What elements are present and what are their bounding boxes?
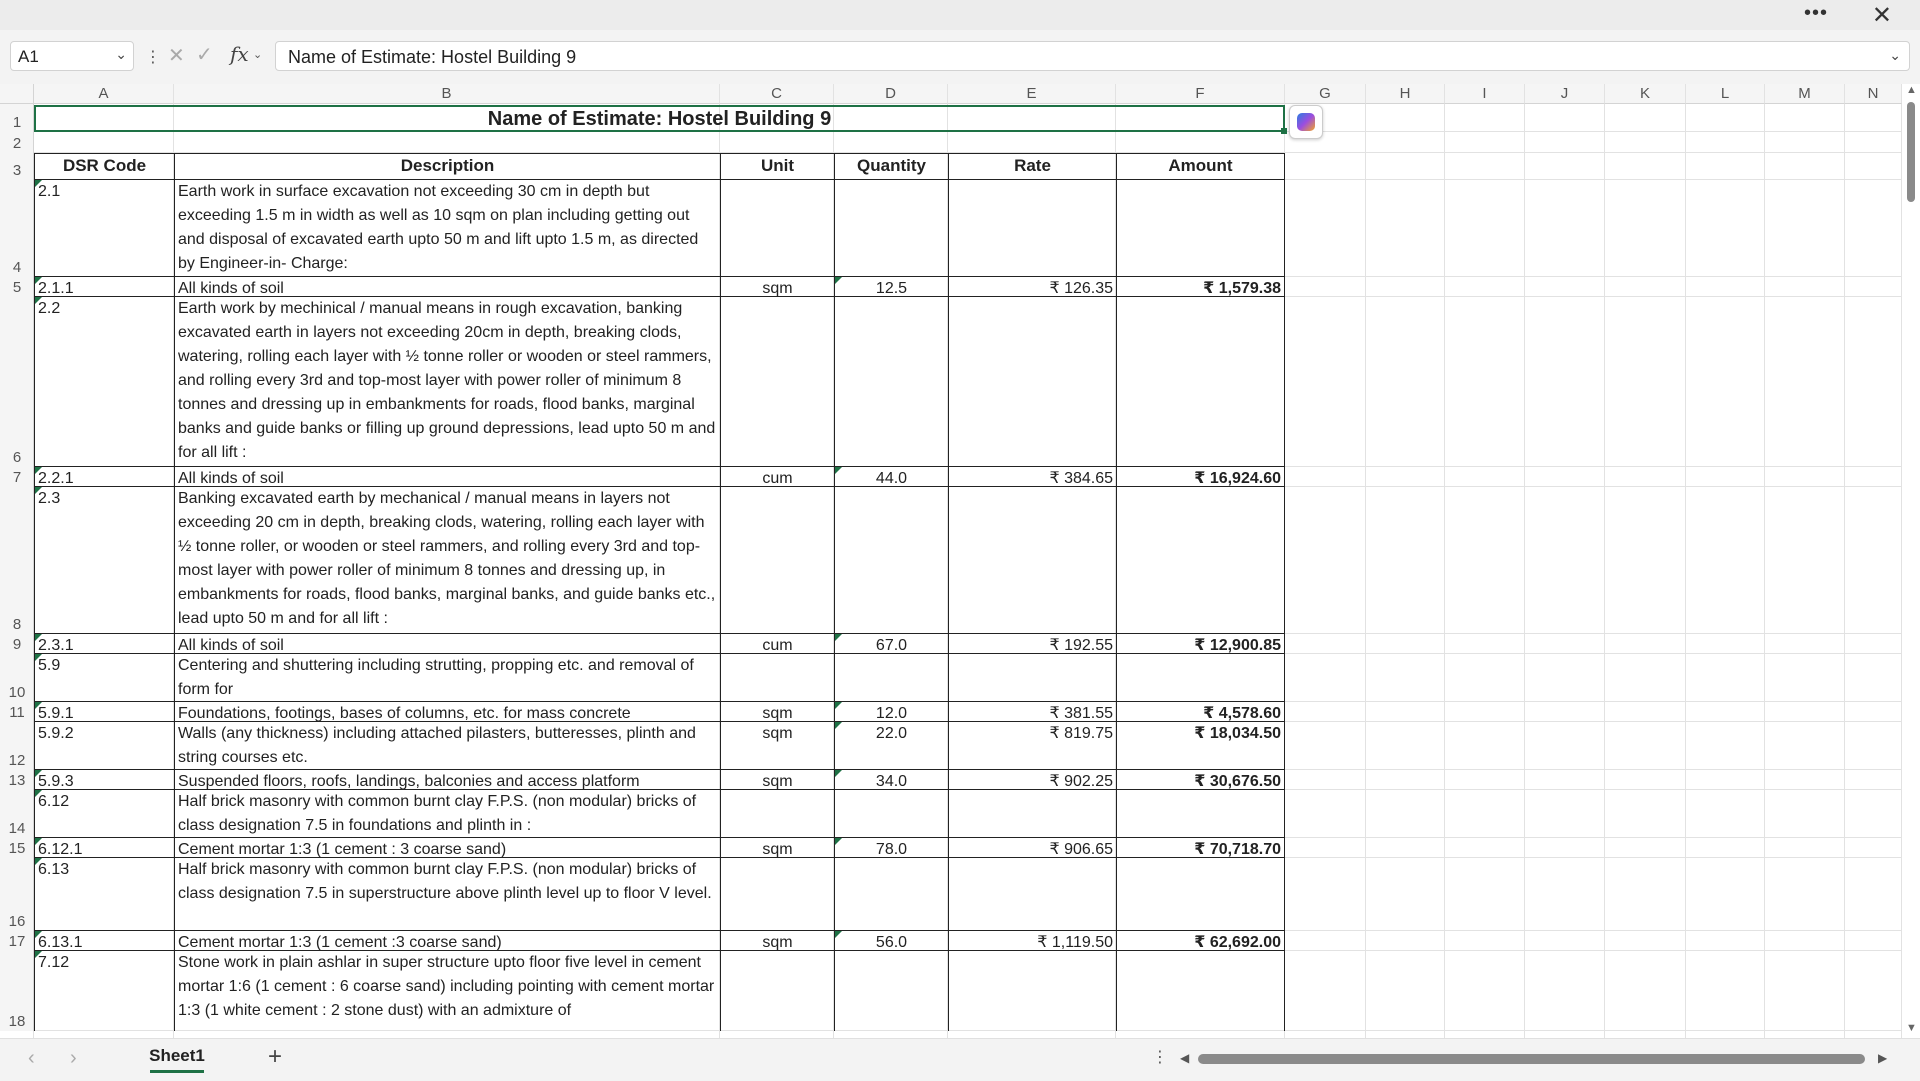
column-header-e[interactable]: E: [948, 84, 1116, 104]
chevron-left-icon[interactable]: ‹: [28, 1047, 35, 1069]
row-number: 16: [8, 913, 26, 930]
column-header-n[interactable]: N: [1845, 84, 1902, 104]
description-cell[interactable]: Foundations, footings, bases of columns, etc. for mass concrete: [174, 702, 720, 722]
amount-cell[interactable]: [1116, 487, 1285, 634]
sheet-tab-sheet1[interactable]: [142, 1039, 212, 1075]
amount-cell[interactable]: ₹ 70,718.70: [1116, 838, 1285, 858]
rate-cell[interactable]: ₹ 819.75: [948, 722, 1116, 770]
column-header-l[interactable]: L: [1686, 84, 1765, 104]
error-indicator-icon: [35, 277, 42, 284]
row-number: 10: [8, 684, 26, 701]
error-indicator-icon: [35, 180, 42, 187]
dsr-code-cell[interactable]: 2.1: [34, 180, 174, 277]
unit-cell[interactable]: sqm: [720, 277, 834, 297]
description-cell[interactable]: Suspended floors, roofs, landings, balconies and access platform: [174, 770, 720, 790]
dsr-code-cell[interactable]: 7.12: [34, 951, 174, 1031]
description-cell[interactable]: Centering and shuttering including strutting, propping etc. and removal of form for: [174, 654, 720, 702]
dsr-code-cell[interactable]: 6.13: [34, 858, 174, 931]
row-number: 2: [12, 135, 22, 152]
row-number: 3: [12, 162, 22, 179]
amount-cell[interactable]: [1116, 790, 1285, 838]
amount-cell[interactable]: ₹ 12,900.85: [1116, 634, 1285, 654]
name-box-value: A1: [18, 47, 39, 66]
cancel-icon[interactable]: ✕: [168, 45, 185, 67]
row-header-14[interactable]: [0, 790, 34, 838]
name-box[interactable]: [10, 41, 134, 71]
chevron-down-icon[interactable]: ⌄: [115, 46, 127, 62]
column-title-unit[interactable]: Unit: [720, 153, 834, 180]
formula-content: Name of Estimate: Hostel Building 9: [288, 47, 577, 67]
error-indicator-icon: [35, 634, 42, 641]
dsr-code-cell[interactable]: 5.9.1: [34, 702, 174, 722]
error-indicator-icon: [35, 297, 42, 304]
dsr-code-cell[interactable]: 2.2: [34, 297, 174, 467]
quantity-cell[interactable]: [834, 790, 948, 838]
quantity-cell[interactable]: 67.0: [834, 634, 948, 654]
row-header-8[interactable]: [0, 487, 34, 634]
unit-cell[interactable]: [720, 951, 834, 1031]
copilot-icon: [1297, 113, 1315, 131]
unit-cell[interactable]: [720, 180, 834, 277]
error-indicator-icon: [35, 931, 42, 938]
rate-cell[interactable]: [948, 654, 1116, 702]
description-cell[interactable]: All kinds of soil: [174, 277, 720, 297]
chevron-down-icon[interactable]: ⌄: [253, 49, 263, 61]
error-indicator-icon: [835, 277, 842, 284]
formula-bar: [0, 30, 1920, 85]
row-number: 15: [8, 840, 26, 857]
column-header-i[interactable]: I: [1445, 84, 1525, 104]
rate-cell[interactable]: ₹ 381.55: [948, 702, 1116, 722]
row-header-15[interactable]: [0, 838, 34, 858]
quantity-cell[interactable]: 22.0: [834, 722, 948, 770]
column-header-b[interactable]: B: [174, 84, 720, 104]
scroll-down-icon[interactable]: ▼: [1906, 1022, 1917, 1034]
horizontal-scroll-thumb[interactable]: [1198, 1054, 1865, 1064]
dsr-code-cell[interactable]: 5.9.2: [34, 722, 174, 770]
rate-cell[interactable]: [948, 790, 1116, 838]
row-header-1[interactable]: [0, 104, 34, 132]
scroll-right-icon[interactable]: ▶: [1878, 1051, 1888, 1065]
amount-cell[interactable]: [1116, 951, 1285, 1031]
gridline-vertical: [1444, 104, 1445, 1038]
window-title-bar: [0, 0, 1920, 30]
column-header-d[interactable]: D: [834, 84, 948, 104]
more-vertical-icon[interactable]: ⋮: [1152, 1049, 1168, 1066]
error-indicator-icon: [35, 951, 42, 958]
error-indicator-icon: [835, 770, 842, 777]
worksheet-grid[interactable]: [0, 84, 1920, 1038]
description-cell[interactable]: Half brick masonry with common burnt clay F.P.S. (non modular) bricks of class designation 7.5 in foundations and plinth in :: [174, 790, 720, 838]
quantity-cell[interactable]: 12.5: [834, 277, 948, 297]
unit-cell[interactable]: [720, 297, 834, 467]
error-indicator-icon: [35, 702, 42, 709]
copilot-button[interactable]: [1289, 105, 1323, 139]
row-number: 18: [8, 1013, 26, 1030]
row-number: 17: [8, 933, 26, 950]
column-title-rate[interactable]: Rate: [948, 153, 1116, 180]
amount-cell[interactable]: [1116, 654, 1285, 702]
row-header-10[interactable]: [0, 654, 34, 702]
gridline-vertical: [1764, 104, 1765, 1038]
add-sheet-button[interactable]: +: [268, 1043, 283, 1070]
amount-cell[interactable]: [1116, 180, 1285, 277]
row-header-12[interactable]: [0, 722, 34, 770]
row-header-5[interactable]: [0, 277, 34, 297]
gridline-vertical: [1524, 104, 1525, 1038]
quantity-cell[interactable]: [834, 858, 948, 931]
dsr-code-cell[interactable]: 5.9.3: [34, 770, 174, 790]
formula-input[interactable]: [275, 41, 1910, 71]
check-icon[interactable]: ✓: [196, 44, 213, 66]
row-header-6[interactable]: [0, 297, 34, 467]
unit-cell[interactable]: cum: [720, 467, 834, 487]
row-number: 7: [12, 469, 22, 486]
quantity-cell[interactable]: 12.0: [834, 702, 948, 722]
description-cell[interactable]: Cement mortar 1:3 (1 cement : 3 coarse sand): [174, 838, 720, 858]
selected-cell-outline: [34, 105, 1285, 132]
column-title-desc[interactable]: Description: [174, 153, 720, 180]
row-header-9[interactable]: [0, 634, 34, 654]
error-indicator-icon: [35, 654, 42, 661]
dsr-code-cell[interactable]: 5.9: [34, 654, 174, 702]
error-indicator-icon: [835, 931, 842, 938]
vertical-scrollbar[interactable]: [1902, 84, 1920, 1038]
row-number: 4: [12, 259, 22, 276]
unit-cell[interactable]: sqm: [720, 931, 834, 951]
rate-cell[interactable]: ₹ 1,119.50: [948, 931, 1116, 951]
description-cell[interactable]: Cement mortar 1:3 (1 cement :3 coarse sand): [174, 931, 720, 951]
dsr-code-cell[interactable]: 6.12.1: [34, 838, 174, 858]
row-number: 11: [9, 704, 25, 721]
row-number: 1: [12, 114, 22, 131]
error-indicator-icon: [835, 634, 842, 641]
row-number: 13: [8, 772, 26, 789]
column-header-h[interactable]: H: [1366, 84, 1445, 104]
dsr-code-cell[interactable]: 2.2.1: [34, 467, 174, 487]
description-cell[interactable]: All kinds of soil: [174, 467, 720, 487]
quantity-cell[interactable]: [834, 180, 948, 277]
chevron-right-icon[interactable]: ›: [70, 1047, 77, 1069]
more-options-icon[interactable]: •••: [1803, 2, 1828, 24]
column-header-a[interactable]: A: [34, 84, 174, 104]
dsr-code-cell[interactable]: 6.13.1: [34, 931, 174, 951]
error-indicator-icon: [835, 838, 842, 845]
row-number: 8: [12, 616, 22, 633]
gridline-vertical: [1685, 104, 1686, 1038]
row-header-11[interactable]: [0, 702, 34, 722]
error-indicator-icon: [35, 838, 42, 845]
rate-cell[interactable]: ₹ 906.65: [948, 838, 1116, 858]
row-number: 9: [12, 636, 22, 653]
column-header-m[interactable]: M: [1765, 84, 1845, 104]
row-number: 5: [12, 279, 22, 296]
error-indicator-icon: [35, 467, 42, 474]
gridline-vertical: [1604, 104, 1605, 1038]
row-header-13[interactable]: [0, 770, 34, 790]
quantity-cell[interactable]: [834, 297, 948, 467]
column-header-g[interactable]: G: [1285, 84, 1366, 104]
column-header-c[interactable]: C: [720, 84, 834, 104]
amount-cell[interactable]: ₹ 4,578.60: [1116, 702, 1285, 722]
description-cell[interactable]: Half brick masonry with common burnt clay F.P.S. (non modular) bricks of class designation 7.5 in superstructure above plinth level up to floor V level.: [174, 858, 720, 931]
row-header-2[interactable]: [0, 132, 34, 153]
select-all-corner[interactable]: [0, 84, 34, 104]
unit-cell[interactable]: sqm: [720, 702, 834, 722]
expand-formula-icon[interactable]: ⌄: [1889, 47, 1901, 63]
unit-cell[interactable]: [720, 487, 834, 634]
error-indicator-icon: [835, 702, 842, 709]
error-indicator-icon: [835, 467, 842, 474]
unit-cell[interactable]: [720, 790, 834, 838]
unit-cell[interactable]: sqm: [720, 770, 834, 790]
error-indicator-icon: [35, 770, 42, 777]
quantity-cell[interactable]: 44.0: [834, 467, 948, 487]
rate-cell[interactable]: [948, 858, 1116, 931]
column-title-code[interactable]: DSR Code: [34, 153, 174, 180]
dsr-code-cell[interactable]: 2.1.1: [34, 277, 174, 297]
amount-cell[interactable]: [1116, 858, 1285, 931]
quantity-cell[interactable]: 56.0: [834, 931, 948, 951]
row-header-16[interactable]: [0, 858, 34, 931]
rate-cell[interactable]: [948, 487, 1116, 634]
fill-handle[interactable]: [1281, 128, 1287, 134]
rate-cell[interactable]: ₹ 902.25: [948, 770, 1116, 790]
dsr-code-cell[interactable]: 6.12: [34, 790, 174, 838]
quantity-cell[interactable]: [834, 951, 948, 1031]
vertical-scroll-thumb[interactable]: [1907, 102, 1915, 202]
amount-cell[interactable]: [1116, 297, 1285, 467]
rate-cell[interactable]: ₹ 126.35: [948, 277, 1116, 297]
unit-cell[interactable]: sqm: [720, 722, 834, 770]
description-cell[interactable]: All kinds of soil: [174, 634, 720, 654]
rate-cell[interactable]: [948, 951, 1116, 1031]
unit-cell[interactable]: [720, 654, 834, 702]
column-header-f[interactable]: F: [1116, 84, 1285, 104]
description-cell[interactable]: Stone work in plain ashlar in super structure upto floor five level in cement mortar 1:6 (1 cement : 6 coarse sand) including pointing with cement mortar 1:3 (1 white cement : 2 stone dust) with an admixture of: [174, 951, 720, 1031]
rate-cell[interactable]: [948, 180, 1116, 277]
description-cell[interactable]: Walls (any thickness) including attached pilasters, butteresses, plinth and string courses etc.: [174, 722, 720, 770]
unit-cell[interactable]: sqm: [720, 838, 834, 858]
gridline-vertical: [1844, 104, 1845, 1038]
column-title-amount[interactable]: Amount: [1116, 153, 1285, 180]
description-cell[interactable]: Earth work by mechinical / manual means in rough excavation, banking excavated earth in layers not exceeding 20cm in depth, breaking clods, watering, rolling each layer with ½ tonne roller or wooden or steel rammers, and rolling every 3rd and top-most layer with power roller of minimum 8 tonnes and dressing up in embankments for roads, flood banks, marginal banks and guide banks or filling up ground depressions, lead upto 50 m and for all lift :: [174, 297, 720, 467]
error-indicator-icon: [35, 790, 42, 797]
row-number: 6: [12, 449, 22, 466]
row-number: 12: [8, 752, 26, 769]
column-header-j[interactable]: J: [1525, 84, 1605, 104]
rate-cell[interactable]: ₹ 192.55: [948, 634, 1116, 654]
error-indicator-icon: [35, 858, 42, 865]
dsr-code-cell[interactable]: 2.3.1: [34, 634, 174, 654]
sheet-tab-bar: [0, 1038, 1920, 1081]
amount-cell[interactable]: ₹ 1,579.38: [1116, 277, 1285, 297]
quantity-cell[interactable]: 78.0: [834, 838, 948, 858]
quantity-cell[interactable]: [834, 487, 948, 634]
row-header-17[interactable]: [0, 931, 34, 951]
amount-cell[interactable]: ₹ 18,034.50: [1116, 722, 1285, 770]
close-icon[interactable]: ✕: [1871, 2, 1892, 29]
more-vertical-icon[interactable]: ⋮: [145, 49, 161, 66]
gridline-vertical: [1365, 104, 1366, 1038]
row-header-18[interactable]: [0, 951, 34, 1031]
scroll-left-icon[interactable]: ◀: [1180, 1051, 1190, 1065]
column-title-qty[interactable]: Quantity: [834, 153, 948, 180]
unit-cell[interactable]: cum: [720, 634, 834, 654]
row-header-7[interactable]: [0, 467, 34, 487]
quantity-cell[interactable]: 34.0: [834, 770, 948, 790]
amount-cell[interactable]: ₹ 16,924.60: [1116, 467, 1285, 487]
dsr-code-cell[interactable]: 2.3: [34, 487, 174, 634]
active-tab-indicator: [150, 1070, 204, 1073]
rate-cell[interactable]: [948, 297, 1116, 467]
quantity-cell[interactable]: [834, 654, 948, 702]
insert-function-icon[interactable]: fx: [230, 42, 249, 66]
error-indicator-icon: [835, 722, 842, 729]
row-header-4[interactable]: [0, 180, 34, 277]
error-indicator-icon: [35, 487, 42, 494]
description-cell[interactable]: Earth work in surface excavation not exceeding 30 cm in depth but exceeding 1.5 m in width as well as 10 sqm on plan including getting out and disposal of excavated earth upto 50 m and lift upto 1.5 m, as directed by Engineer-in- Charge:: [174, 180, 720, 277]
row-header-3[interactable]: [0, 153, 34, 180]
sheet-tab-label: Sheet1: [149, 1046, 205, 1065]
estimate-title[interactable]: Name of Estimate: Hostel Building 9: [487, 108, 832, 130]
column-header-k[interactable]: K: [1605, 84, 1686, 104]
scroll-up-icon[interactable]: ▲: [1906, 84, 1917, 96]
rate-cell[interactable]: ₹ 384.65: [948, 467, 1116, 487]
description-cell[interactable]: Banking excavated earth by mechanical / manual means in layers not exceeding 20 cm in depth, breaking clods, watering, rolling each layer with ½ tonne roller, or wooden or steel rammers, and rolling every 3rd and top-most layer with power roller of minimum 8 tonnes and dressing up, in embankments for roads, flood banks, marginal banks, and guide banks etc., lead upto 50 m and for all lift :: [174, 487, 720, 634]
amount-cell[interactable]: ₹ 30,676.50: [1116, 770, 1285, 790]
row-number: 14: [8, 820, 26, 837]
amount-cell[interactable]: ₹ 62,692.00: [1116, 931, 1285, 951]
unit-cell[interactable]: [720, 858, 834, 931]
